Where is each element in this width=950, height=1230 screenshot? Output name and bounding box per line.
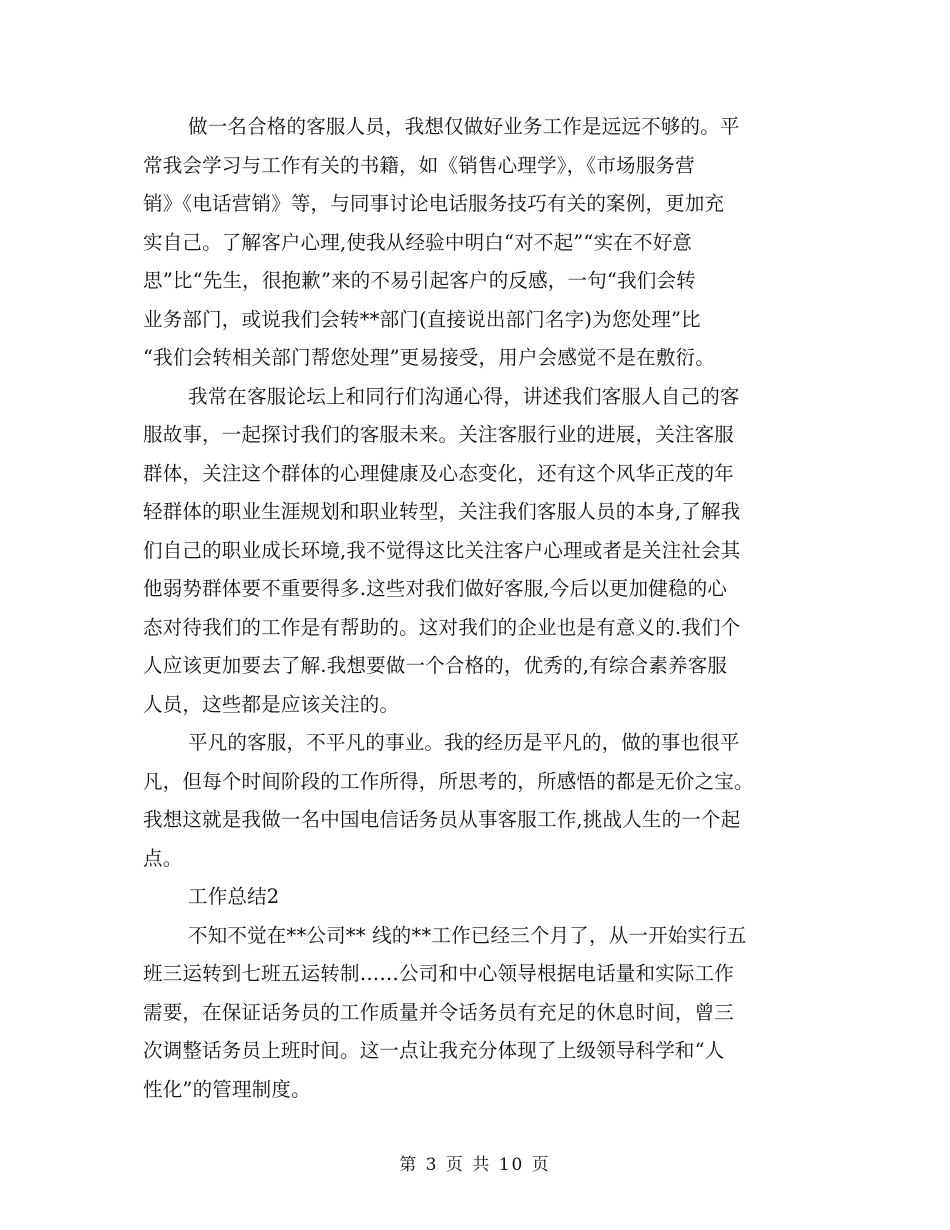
text-line: 他弱势群体要不重要得多.这些对我们做好客服,今后以更加健稳的心	[143, 577, 728, 600]
text-line: 点。	[143, 846, 183, 870]
text-line: 做一名合格的客服人员，我想仅做好业务工作是远远不够的。平	[188, 115, 740, 138]
text-line: 性化”的管理制度。	[143, 1077, 311, 1101]
text-line: 业务部门，或说我们会转**部门(直接说出部门名字)为您处理”比	[143, 307, 701, 331]
text-line: 群体，关注这个群体的心理健康及心态变化，还有这个风华正茂的年	[143, 461, 735, 485]
document-body	[143, 108, 808, 1109]
text-line: 我想这就是我做一名中国电信话务员从事客服工作,挑战人生的一个起	[143, 808, 741, 831]
text-line: 实自己。了解客户心理,使我从经验中明白“对不起”“实在不好意	[143, 230, 693, 254]
text-line: 常我会学习与工作有关的书籍，如《销售心理学》，《市场服务营	[143, 153, 695, 177]
text-line: 服故事，一起探讨我们的客服未来。关注客服行业的进展，关注客服	[143, 423, 735, 446]
text-line: 态对待我们的工作是有帮助的。这对我们的企业也是有意义的.我们个	[143, 615, 741, 639]
text-line: 人应该更加要去了解.我想要做一个合格的，优秀的,有综合素养客服	[143, 654, 728, 677]
text-line: 平凡的客服，不平凡的事业。我的经历是平凡的，做的事也很平	[188, 731, 740, 754]
text-line: 凡，但每个时间阶段的工作所得，所思考的，所感悟的都是无价之宝。	[143, 769, 754, 793]
text-line: 销》《电话营销》等，与同事讨论电话服务技巧有关的案例，更加充	[143, 192, 725, 215]
text-line: 次调整话务员上班时间。这一点让我充分体现了上级领导科学和“人	[143, 1039, 725, 1062]
text-line: 们自己的职业成长环境,我不觉得这比关注客户心理或者是关注社会其	[143, 538, 741, 562]
section-heading: 工作总结2	[188, 885, 280, 908]
text-line: 我常在客服论坛上和同行们沟通心得，讲述我们客服人自己的客	[188, 384, 740, 408]
text-line: “我们会转相关部门帮您处理”更易接受，用户会感觉不是在敷衍。	[143, 346, 715, 369]
text-line: 不知不觉在**公司** 线的**工作已经三个月了，从一开始实行五	[188, 923, 747, 947]
text-line: 思”比“先生，很抱歉”来的不易引起客户的反感，一句“我们会转	[143, 269, 696, 292]
text-line: 班三运转到七班五运转制……公司和中心领导根据电话量和实际工作	[143, 962, 735, 985]
text-line: 轻群体的职业生涯规划和职业转型，关注我们客服人员的本身,了解我	[143, 500, 741, 523]
text-line: 人员，这些都是应该关注的。	[143, 692, 400, 716]
page-number-footer: 第 3 页 共 10 页	[399, 1155, 551, 1175]
text-line: 需要，在保证话务员的工作质量并令话务员有充足的休息时间，曾三	[143, 1000, 735, 1024]
